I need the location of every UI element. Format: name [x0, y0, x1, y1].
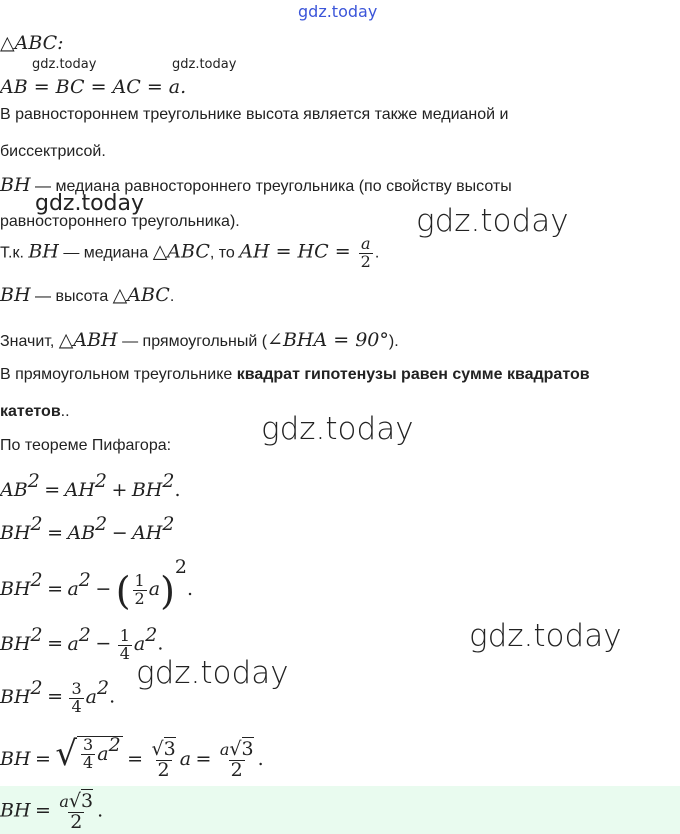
- given-sides: [0, 78, 186, 97]
- equation: $BH^2 = a^2$ − $\frac{1}{4}$ $a^2$.: [0, 623, 164, 663]
- paragraph: [0, 367, 590, 383]
- equation: BH = √ $\frac{3}{4}$ $a^2$ = $\frac{√3}{2}$ a = $\frac{a√3}{2}$ .: [0, 733, 264, 782]
- math: △ABC: [112, 284, 170, 306]
- text: , то: [209, 244, 240, 262]
- paragraph: В равностороннем треугольнике высота является также медианой и: [0, 106, 509, 123]
- math: △ABH: [58, 329, 118, 351]
- math: AH = HC =: [239, 240, 357, 263]
- math: △ABC: [152, 240, 210, 263]
- paragraph: По теореме Пифагора:: [0, 437, 172, 454]
- equation: $BH^2 = AB^2 - AH^2$: [0, 513, 175, 544]
- watermark-top: gdz.today: [298, 2, 378, 21]
- bold-text: катетов: [0, 403, 61, 420]
- equation: $BH^2$ = $\frac{3}{4}$ $a^2$.: [0, 676, 116, 716]
- math: BH: [0, 284, 31, 306]
- text: .: [374, 244, 380, 262]
- given-triangle: [0, 34, 64, 53]
- text: Т.к.: [0, 244, 29, 262]
- paragraph: [0, 286, 174, 305]
- text: — прямоугольный (: [117, 333, 268, 350]
- equation: $BH^2 = a^2$ − ( $\frac{1}{2}$ a)$^2$.: [0, 556, 194, 613]
- paragraph: [0, 236, 379, 271]
- paragraph: равностороннего треугольника).: [0, 213, 240, 230]
- watermark: gdz.today: [136, 655, 289, 691]
- text: В прямоугольном треугольнике: [0, 366, 237, 383]
- paragraph: [0, 331, 399, 350]
- text: — высота: [30, 288, 113, 305]
- paragraph: [0, 404, 70, 420]
- watermark: gdz.today: [35, 191, 145, 216]
- text: ..: [60, 403, 70, 420]
- equation: $AB^2 = AH^2 + BH^2$.: [0, 470, 181, 501]
- text: Значит,: [0, 333, 59, 350]
- paragraph: [0, 176, 512, 195]
- math: BH: [0, 174, 31, 196]
- answer-equation: BH = $\frac{a√3}{2}$ .: [0, 790, 104, 833]
- text: .: [169, 288, 175, 305]
- math: AB = BC = AC = a.: [0, 76, 187, 98]
- fraction: $\frac{a}{2}$: [360, 234, 371, 271]
- math: BH: [28, 240, 59, 263]
- watermark: gdz.today: [416, 203, 569, 239]
- text: — медиана: [58, 244, 153, 262]
- paragraph: биссектрисой.: [0, 143, 106, 160]
- watermark: gdz.today: [469, 618, 622, 654]
- watermark: gdz.today: [261, 411, 414, 447]
- math: △ABC:: [0, 32, 64, 54]
- text: ).: [388, 333, 399, 350]
- watermark-small: gdz.today: [32, 57, 97, 72]
- math: ∠BHA = 90°: [267, 329, 389, 351]
- text: — медиана равностороннего треугольника (по свойству высоты: [30, 178, 512, 195]
- watermark-small: gdz.today: [172, 57, 237, 72]
- bold-text: квадрат гипотенузы равен сумме квадратов: [236, 366, 590, 383]
